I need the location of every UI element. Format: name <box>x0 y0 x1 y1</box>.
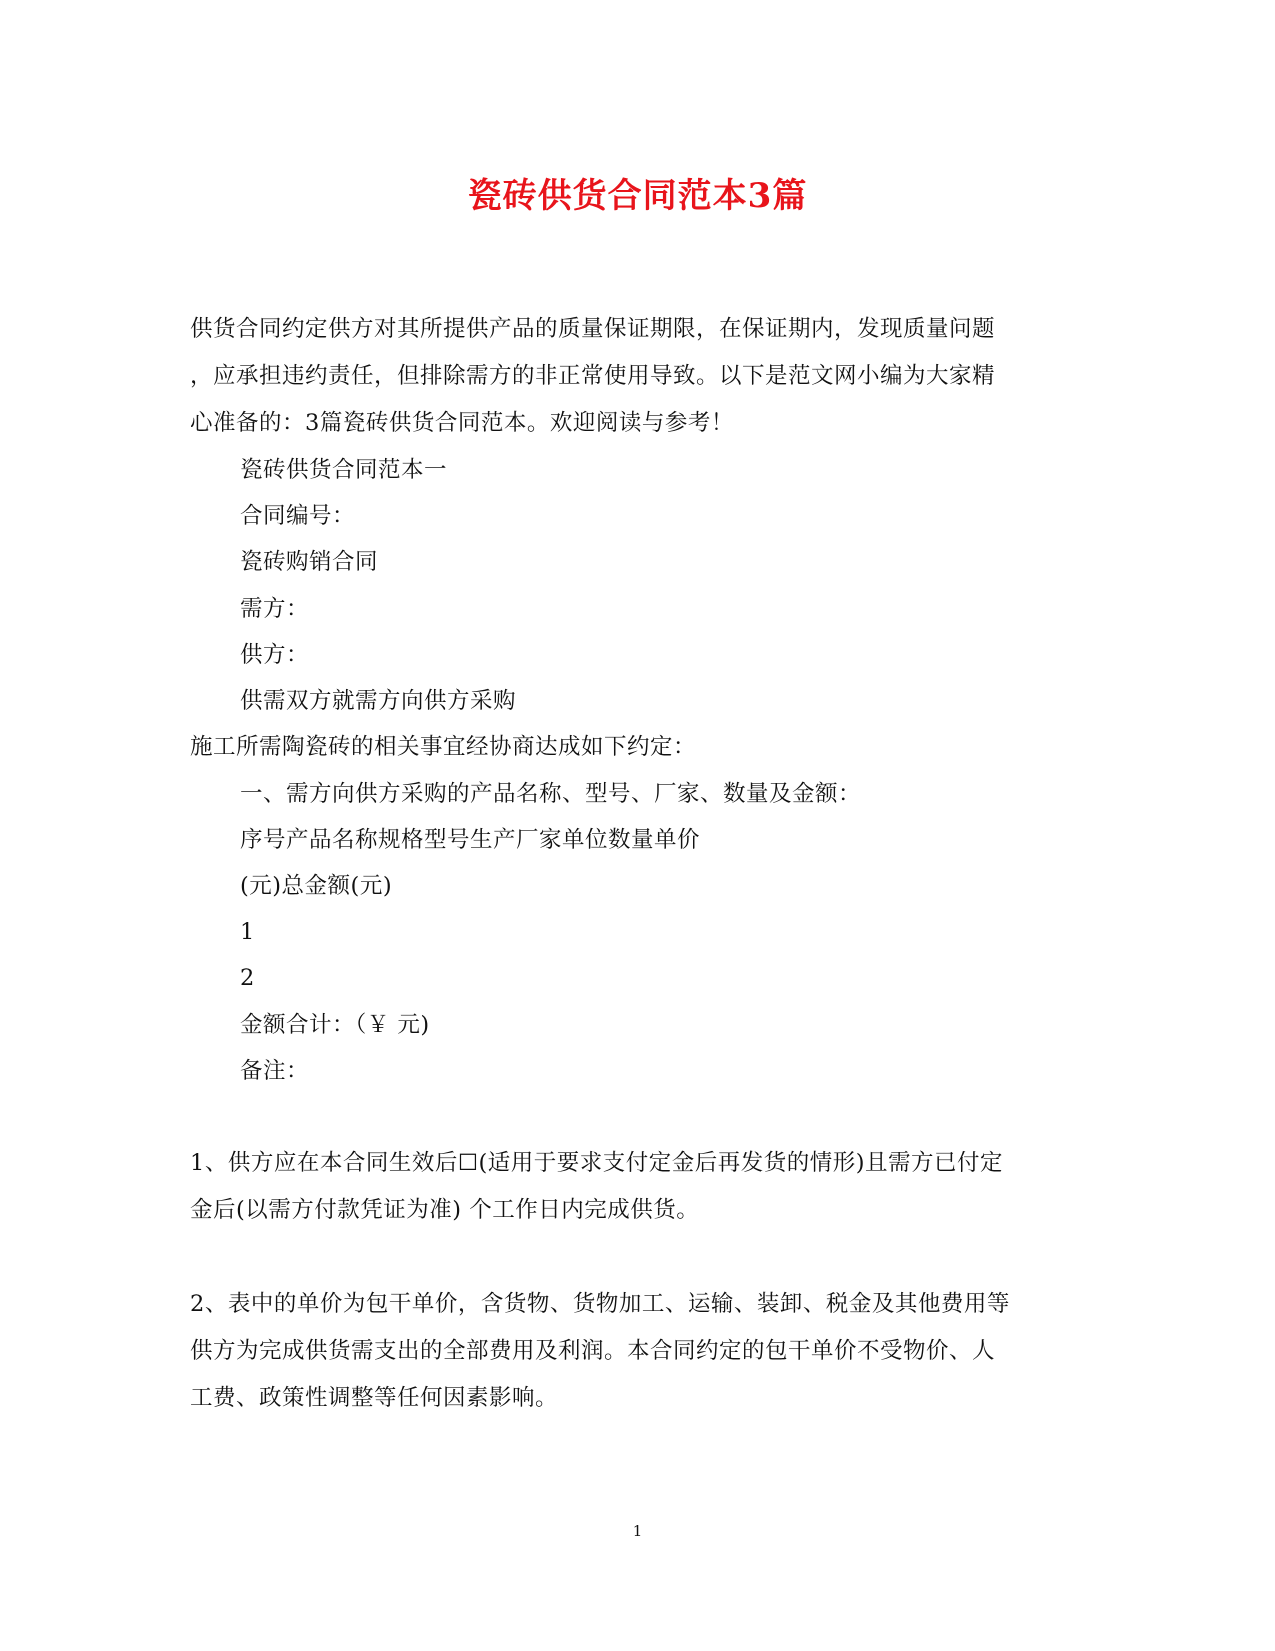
page-number: 1 <box>632 1522 643 1540</box>
clause-1-line: 1、供方应在本合同生效后☐(适用于要求支付定金后再发货的情形)且需方已付定 <box>190 1150 1004 1176</box>
remarks-label: 备注： <box>240 1058 310 1084</box>
table-header-cont: (元)总金额(元) <box>240 873 393 899</box>
clause-2-line: 2、表中的单价为包干单价，含货物、货物加工、运输、装卸、税金及其他费用等 <box>190 1291 1010 1317</box>
contract-number-label: 合同编号： <box>240 503 356 529</box>
agreement-text-cont: 施工所需陶瓷砖的相关事宜经协商达成如下约定： <box>190 734 697 760</box>
agreement-text: 供需双方就需方向供方采购 <box>240 688 517 714</box>
intro-line: ，应承担违约责任，但排除需方的非正常使用导致。以下是范文网小编为大家精 <box>190 363 996 389</box>
table-header: 序号产品名称规格型号生产厂家单位数量单价 <box>240 827 701 853</box>
clause-2-line: 供方为完成供货需支出的全部费用及利润。本合同约定的包干单价不受物价、人 <box>190 1338 996 1364</box>
intro-line: 供货合同约定供方对其所提供产品的质量保证期限，在保证期内，发现质量问题 <box>190 316 996 342</box>
supplier-label: 供方： <box>240 642 310 668</box>
buyer-label: 需方： <box>240 596 310 622</box>
document-title: 瓷砖供货合同范本3篇 <box>467 176 808 216</box>
table-row-number: 2 <box>240 965 255 991</box>
intro-line: 心准备的：3篇瓷砖供货合同范本。欢迎阅读与参考！ <box>190 410 734 436</box>
contract-name: 瓷砖购销合同 <box>240 549 379 575</box>
table-row-number: 1 <box>240 919 255 945</box>
section-heading: 瓷砖供货合同范本一 <box>240 457 448 483</box>
clause-1-line: 金后(以需方付款凭证为准) 个工作日内完成供货。 <box>190 1197 700 1223</box>
clause-heading: 一、需方向供方采购的产品名称、型号、厂家、数量及金额： <box>240 781 862 807</box>
total-amount: 金额合计：（￥ 元) <box>240 1012 430 1038</box>
clause-2-line: 工费、政策性调整等任何因素影响。 <box>190 1385 559 1411</box>
